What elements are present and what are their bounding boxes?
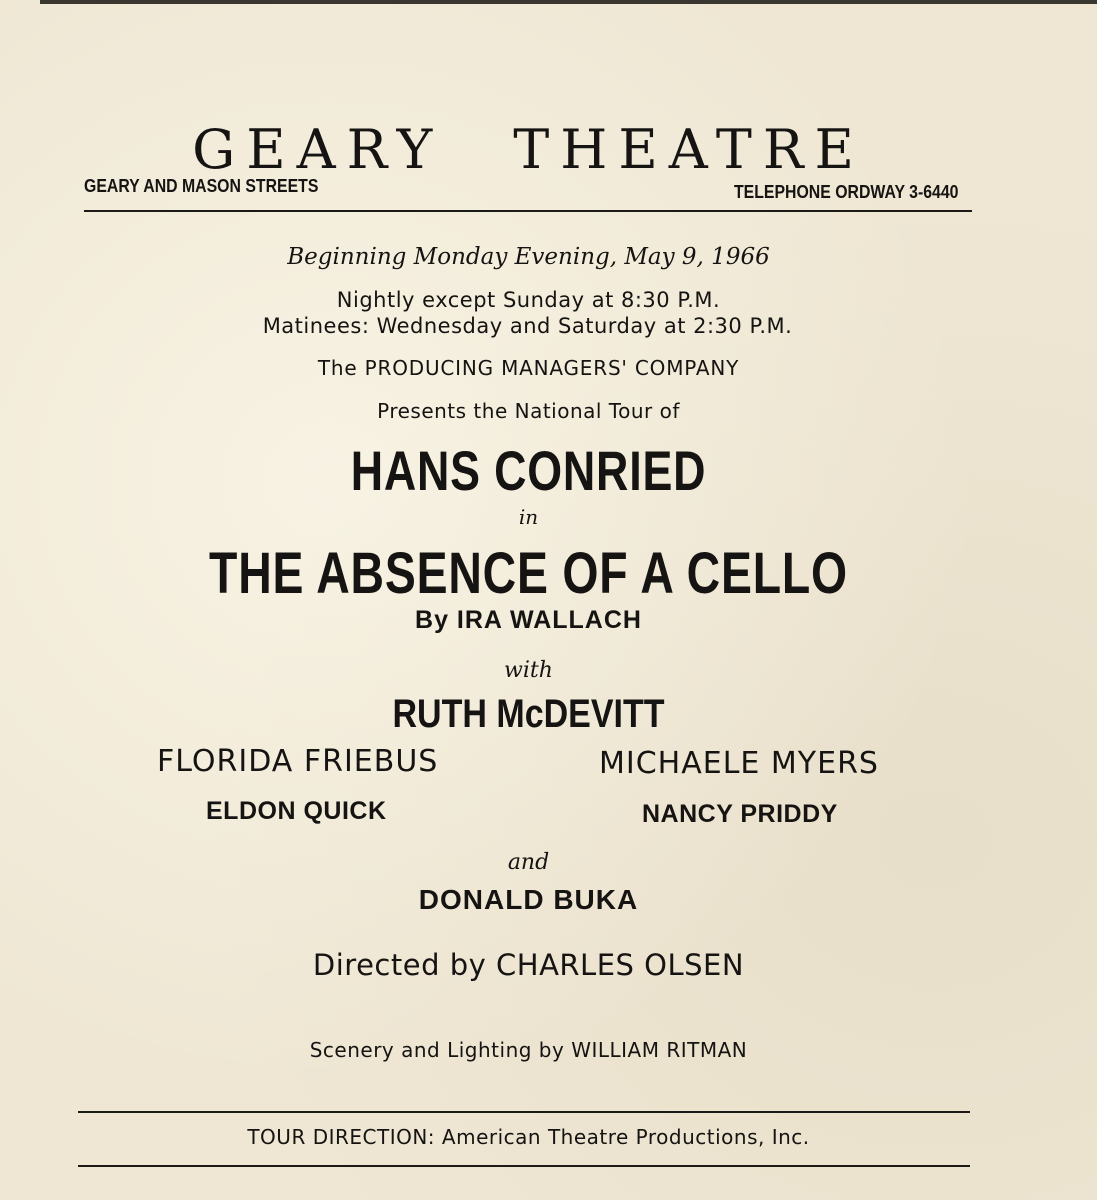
top-edge-border <box>40 0 1097 4</box>
footer-divider-bottom <box>78 1165 970 1167</box>
with-connector: with <box>504 658 553 683</box>
theatre-name-word1: GEARY <box>192 118 444 181</box>
final-cast-member: DONALD BUKA <box>418 884 639 915</box>
presents-line: Presents the National Tour of <box>377 399 680 423</box>
featured-cast-member: RUTH McDEVITT <box>392 692 665 736</box>
matinee-schedule: Matinees: Wednesday and Saturday at 2:30 P.M. <box>262 314 793 338</box>
footer-divider-top <box>78 1111 970 1113</box>
director-credit: Directed by CHARLES OLSEN <box>312 948 745 982</box>
star-name: HANS CONRIED <box>350 439 707 502</box>
theatre-address: GEARY AND MASON STREETS <box>84 176 319 196</box>
cast-member-left-1: FLORIDA FRIEBUS <box>157 744 439 779</box>
theatre-telephone: TELEPHONE ORDWAY 3-6440 <box>734 182 959 202</box>
in-connector: in <box>518 505 539 529</box>
nightly-schedule: Nightly except Sunday at 8:30 P.M. <box>336 288 721 312</box>
tour-direction: TOUR DIRECTION: American Theatre Productions, Inc. <box>247 1125 810 1149</box>
play-title: THE ABSENCE OF A CELLO <box>209 541 848 606</box>
and-connector: and <box>507 850 550 875</box>
design-credit: Scenery and Lighting by WILLIAM RITMAN <box>309 1038 748 1062</box>
play-author: By IRA WALLACH <box>415 606 642 634</box>
theatre-name-word2: THEATRE <box>513 118 865 181</box>
cast-member-left-2: ELDON QUICK <box>206 797 387 825</box>
theatre-name <box>0 118 1057 181</box>
opening-date: Beginning Monday Evening, May 9, 1966 <box>287 244 770 270</box>
header-divider <box>84 210 972 212</box>
cast-member-right-1: MICHAELE MYERS <box>599 746 879 781</box>
cast-member-right-2: NANCY PRIDDY <box>642 800 838 828</box>
producer-company: The PRODUCING MANAGERS' COMPANY <box>317 356 740 380</box>
